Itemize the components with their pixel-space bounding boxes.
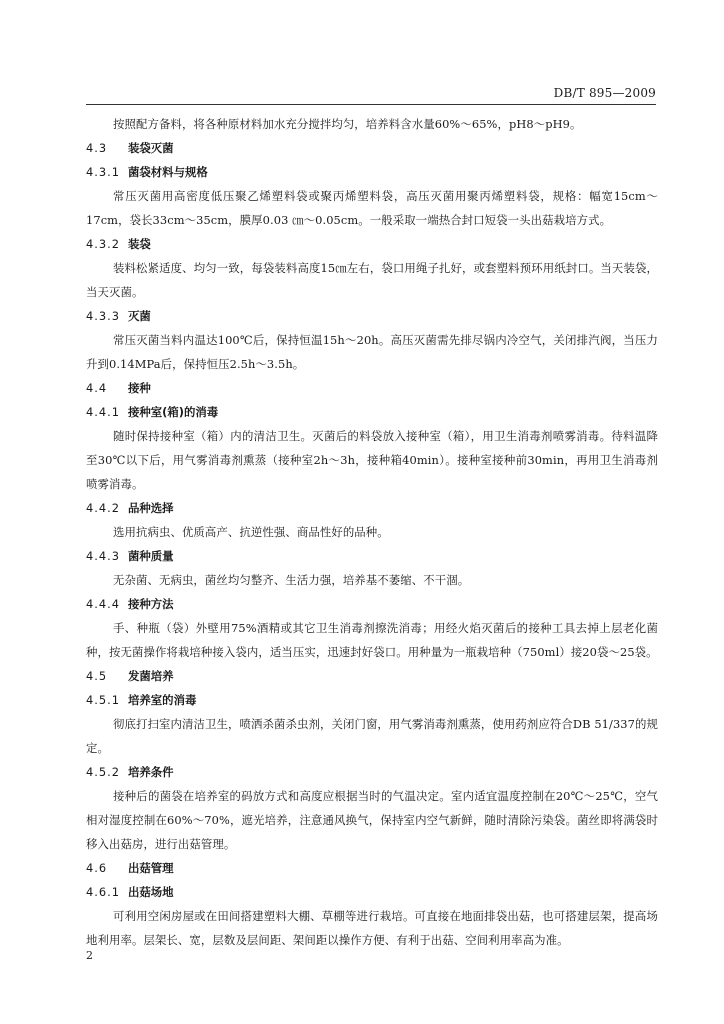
body-paragraph: 接种后的菌袋在培养室的码放方式和高度应根据当时的气温决定。室内适宜温度控制在20℃～25℃，空气相对湿度控制在60%～70%，遮光培养，注意通风换气，保持室内空气新鲜，随时清除污染袋。菌丝即将满袋时移入出菇房，进行出菇管理。 [86,789,658,851]
section-number: 4.4 [86,381,108,395]
section-title: 菌种质量 [128,549,174,563]
body-paragraph: 随时保持接种室（箱）内的清洁卫生。灭菌后的料袋放入接种室（箱），用卫生消毒剂喷雾消毒。待料温降至30℃以下后，用气雾消毒剂熏蒸（接种室2h～3h，接种箱40min）。接种室接种前30min，再用卫生消毒剂喷雾消毒。 [86,429,658,491]
page-number: 2 [86,949,93,962]
section-title: 接种室(箱)的消毒 [128,405,219,419]
section-heading [86,376,658,400]
section-number: 4.3 [86,141,108,155]
section-title: 培养条件 [128,765,174,779]
section-number: 4.5 [86,669,108,683]
section-heading [86,160,658,184]
document-body [86,112,658,952]
section-heading [86,688,658,712]
section-number: 4.3.3 [86,309,120,323]
section-title: 装袋 [128,237,151,251]
section-heading [86,856,658,880]
section-title: 发菌培养 [128,669,174,683]
section-title: 出菇场地 [128,885,174,899]
body-paragraph: 可利用空闲房屋或在田间搭建塑料大棚、草棚等进行栽培。可直接在地面排袋出菇，也可搭建层架，提高场地利用率。层架长、宽，层数及层间距、架间距以操作方便、有利于出菇、空间利用率高为准。 [86,909,658,947]
section-number: 4.3.2 [86,237,120,251]
section-heading [86,400,658,424]
standard-code: DB/T 895—2009 [553,86,656,100]
section-heading [86,232,658,256]
header-rule [86,104,656,105]
section-heading [86,496,658,520]
section-title: 菌袋材料与规格 [128,165,208,179]
body-paragraph: 彻底打扫室内清洁卫生，喷洒杀菌杀虫剂，关闭门窗，用气雾消毒剂熏蒸，使用药剂应符合DB 51/337的规定。 [86,717,658,755]
section-number: 4.4.4 [86,597,120,611]
body-paragraph: 按照配方备料，将各种原材料加水充分搅拌均匀，培养料含水量60%～65%，pH8～pH9。 [113,117,582,131]
section-heading [86,304,658,328]
section-number: 4.4.1 [86,405,120,419]
section-title: 装袋灭菌 [128,141,174,155]
body-paragraph: 常压灭菌当料内温达100℃后，保持恒温15h～20h。高压灭菌需先排尽锅内冷空气，关闭排汽阀，当压力升到0.14MPa后，保持恒压2.5h～3.5h。 [86,333,658,371]
body-paragraph: 无杂菌、无病虫，菌丝均匀整齐、生活力强，培养基不萎缩、不干涸。 [113,573,470,587]
section-heading [86,544,658,568]
section-number: 4.5.1 [86,693,120,707]
section-heading [86,880,658,904]
section-title: 接种 [128,381,151,395]
section-title: 灭菌 [128,309,151,323]
section-number: 4.6 [86,861,108,875]
section-heading [86,664,658,688]
section-heading [86,592,658,616]
body-paragraph: 常压灭菌用高密度低压聚乙烯塑料袋或聚丙烯塑料袋，高压灭菌用聚丙烯塑料袋，规格：幅宽15cm～17cm，袋长33cm～35cm，膜厚0.03 ㎝～0.05cm。一般采取一端热合封口短袋一头出菇栽培方式。 [86,189,658,227]
section-title: 出菇管理 [128,861,174,875]
body-paragraph: 选用抗病虫、优质高产、抗逆性强、商品性好的品种。 [113,525,389,539]
section-title: 接种方法 [128,597,174,611]
section-number: 4.5.2 [86,765,120,779]
body-paragraph: 装料松紧适度、均匀一致，每袋装料高度15㎝左右，袋口用绳子扎好，或套塑料预环用纸封口。当天装袋，当天灭菌。 [86,261,658,299]
section-title: 培养室的消毒 [128,693,197,707]
section-number: 4.6.1 [86,885,120,899]
section-heading [86,136,658,160]
section-heading [86,760,658,784]
body-paragraph: 手、种瓶（袋）外壁用75%酒精或其它卫生消毒剂擦洗消毒；用经火焰灭菌后的接种工具去掉上层老化菌种，按无菌操作将栽培种接入袋内，适当压实，迅速封好袋口。用种量为一瓶栽培种（750ml）接20袋～25袋。 [86,621,658,659]
section-number: 4.3.1 [86,165,120,179]
section-title: 品种选择 [128,501,174,515]
section-number: 4.4.3 [86,549,120,563]
section-number: 4.4.2 [86,501,120,515]
